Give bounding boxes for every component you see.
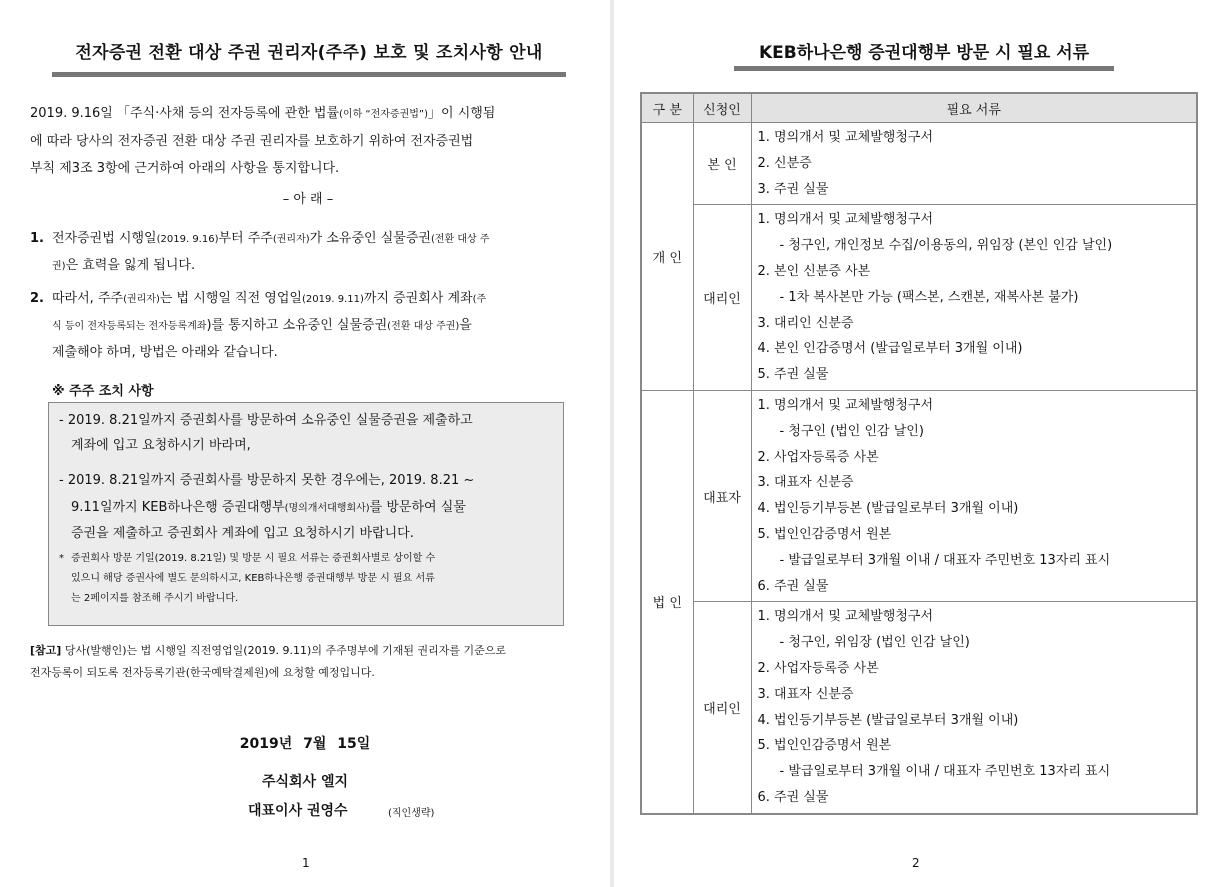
company-name: 주식회사 엘지 [261,774,349,790]
table-header-row [641,93,1197,123]
reference-line: [참고] 당사(발행인)는 법 시행일 직전영업일(2019. 9.11)의 주주명부에 기재된 권리자를 기준으로 [30,644,506,657]
page-number: 1 [302,856,310,870]
document-line: - 발급일로부터 3개월 이내 / 대표자 주민번호 13자리 표시 [779,764,1111,780]
document-line: 2. 사업자등록증 사본 [757,449,879,465]
actions-box [48,402,564,626]
notice-item-2: 2. 따라서, 주주(권리자)는 법 시행일 직전 영업일(2019. 9.11)까지 증권회사 계좌(주 식 등이 전자등록되는 전자등록계좌)를 통지하고 소유중인 실물증권(전환 대상 주권)을 제출해야 하며, 방법은 아래와 같습니다. [30,286,586,366]
document-line: - 1차 복사본만 가능 (팩스본, 스캔본, 재복사본 불가) [779,289,1079,305]
actions-heading: ※ 주주 조치 사항 [52,384,154,399]
applicant-cell: 대리인 [693,205,751,391]
document-line: 6. 주권 실물 [757,789,829,805]
document-line: 5. 주권 실물 [757,367,829,383]
header-documents: 필요 서류 [751,93,1197,123]
document-line: - 청구인, 위임장 (법인 인감 날인) [779,635,970,651]
document-line: 2. 신분증 [757,155,812,171]
document-line: 5. 법인인감증명서 원본 [757,526,892,542]
document-line: - 청구인 (법인 인감 날인) [779,423,924,439]
table-row [641,390,1197,601]
item-line: 권)은 효력을 잃게 됩니다. [52,258,196,273]
action-line: - 2019. 8.21일까지 증권회사를 방문하지 못한 경우에는, 2019. 8.21 ~ [59,473,475,488]
notice-heading: – 아 래 – [282,192,334,207]
category-cell: 법 인 [641,390,693,813]
required-documents-table [640,92,1198,815]
category-cell: 개 인 [641,123,693,391]
title-underline [734,66,1114,71]
document-line: 4. 법인등기부등본 (발급일로부터 3개월 이내) [757,501,1019,517]
document-line: 4. 본인 인감증명서 (발급일로부터 3개월 이내) [757,341,1023,357]
intro-line: 2019. 9.16일 「주식·사채 등의 전자등록에 관한 법률(이하 “전자증권법”)」이 시행됨 [30,106,496,121]
document-line: 2. 사업자등록증 사본 [757,660,879,676]
document-line: 1. 명의개서 및 교체발행청구서 [757,212,933,228]
action-line: 9.11일까지 KEB하나은행 증권대행부(명의개서대행회사)를 방문하여 실물 [71,500,466,515]
document-line: 1. 명의개서 및 교체발행청구서 [757,397,933,413]
documents-cell [751,390,1197,601]
item-line: 전자증권법 시행일(2019. 9.16)부터 주주(권리자)가 소유중인 실물증권(전환 대상 주 [52,231,490,246]
table-row [641,602,1197,814]
table-row [641,205,1197,391]
intro-paragraph [30,100,586,182]
footnote-line: 증권회사 방문 기일(2019. 8.21일) 및 방문 시 필요 서류는 증권회사별로 상이할 수 [71,553,436,564]
intro-line: 에 따라 당사의 전자증권 전환 대상 주권 권리자를 보호하기 위하여 전자증권법 [30,134,474,149]
document-line: - 발급일로부터 3개월 이내 / 대표자 주민번호 13자리 표시 [779,552,1111,568]
document-line: 6. 주권 실물 [757,578,829,594]
title-underline [52,72,566,77]
reference-line: 전자등록이 되도록 전자등록기관(한국예탁결제원)에 요청할 예정입니다. [30,666,375,679]
applicant-cell: 대리인 [693,602,751,814]
action-line: - 2019. 8.21일까지 증권회사를 방문하여 소유중인 실물증권을 제출하고 [59,413,473,428]
header-applicant: 신청인 [693,93,751,123]
documents-cell [751,205,1197,391]
intro-line: 부칙 제3조 3항에 근거하여 아래의 사항을 통지합니다. [30,161,340,176]
issue-date: 2019년 7월 15일 [239,736,371,752]
page-number: 2 [912,856,920,870]
footnote-line: 있으니 해당 증권사에 별도 문의하시고, KEB하나은행 증권대행부 방문 시 필요 서류 [71,573,435,584]
document-line: 3. 대표자 신분증 [757,475,854,491]
document-line: 1. 명의개서 및 교체발행청구서 [757,130,933,145]
applicant-cell: 대표자 [693,390,751,601]
header-category: 구 분 [641,93,693,123]
document-page-1 [0,0,610,887]
action-line: 계좌에 입고 요청하시기 바라며, [71,438,251,453]
item-line: 따라서, 주주(권리자)는 법 시행일 직전 영업일(2019. 9.11)까지 증권회사 계좌(주 [52,291,487,306]
applicant-cell: 본 인 [693,123,751,205]
item-line: 제출해야 하며, 방법은 아래와 같습니다. [52,345,278,360]
document-line: 3. 대표자 신분증 [757,686,854,702]
page-title: 전자증권 전환 대상 주권 권리자(주주) 보호 및 조치사항 안내 [75,43,543,63]
document-line: 4. 법인등기부등본 (발급일로부터 3개월 이내) [757,712,1019,728]
documents-cell [751,602,1197,814]
footnote: * 증권회사 방문 기일(2019. 8.21일) 및 방문 시 필요 서류는 증권회사별로 상이할 수 있으니 해당 증권사에 별도 문의하시고, KEB하나은행 증권대행부 방문 시 필요 서류 는 2페이지를 참조해 주시기 바랍니다. [59,549,555,609]
document-line: 2. 본인 신분증 사본 [757,263,871,279]
document-line: 3. 주권 실물 [757,181,829,197]
document-line: 1. 명의개서 및 교체발행청구서 [757,609,933,625]
documents-cell [751,123,1197,205]
item-line: 식 등이 전자등록되는 전자등록계좌)를 통지하고 소유중인 실물증권(전환 대상 주권)을 [52,318,472,333]
seal-note: (직인생략) [388,808,435,819]
document-line: 3. 대리인 신분증 [757,315,854,331]
action-line: 증권을 제출하고 증권회사 계좌에 입고 요청하시기 바랍니다. [71,526,414,541]
document-line: - 청구인, 개인정보 수집/이용동의, 위임장 (본인 인감 날인) [779,238,1113,254]
table-row [641,123,1197,205]
footnote-line: 는 2페이지를 참조해 주시기 바랍니다. [71,593,239,604]
notice-item-1: 1. 전자증권법 시행일(2019. 9.16)부터 주주(권리자)가 소유중인 실물증권(전환 대상 주 권)은 효력을 잃게 됩니다. [30,226,586,280]
document-page-2 [614,0,1224,887]
representative: 대표이사 권영수 [248,803,348,819]
document-line: 5. 법인인감증명서 원본 [757,738,892,754]
reference-note [30,640,586,684]
page-title: KEB하나은행 증권대행부 방문 시 필요 서류 [758,43,1090,63]
